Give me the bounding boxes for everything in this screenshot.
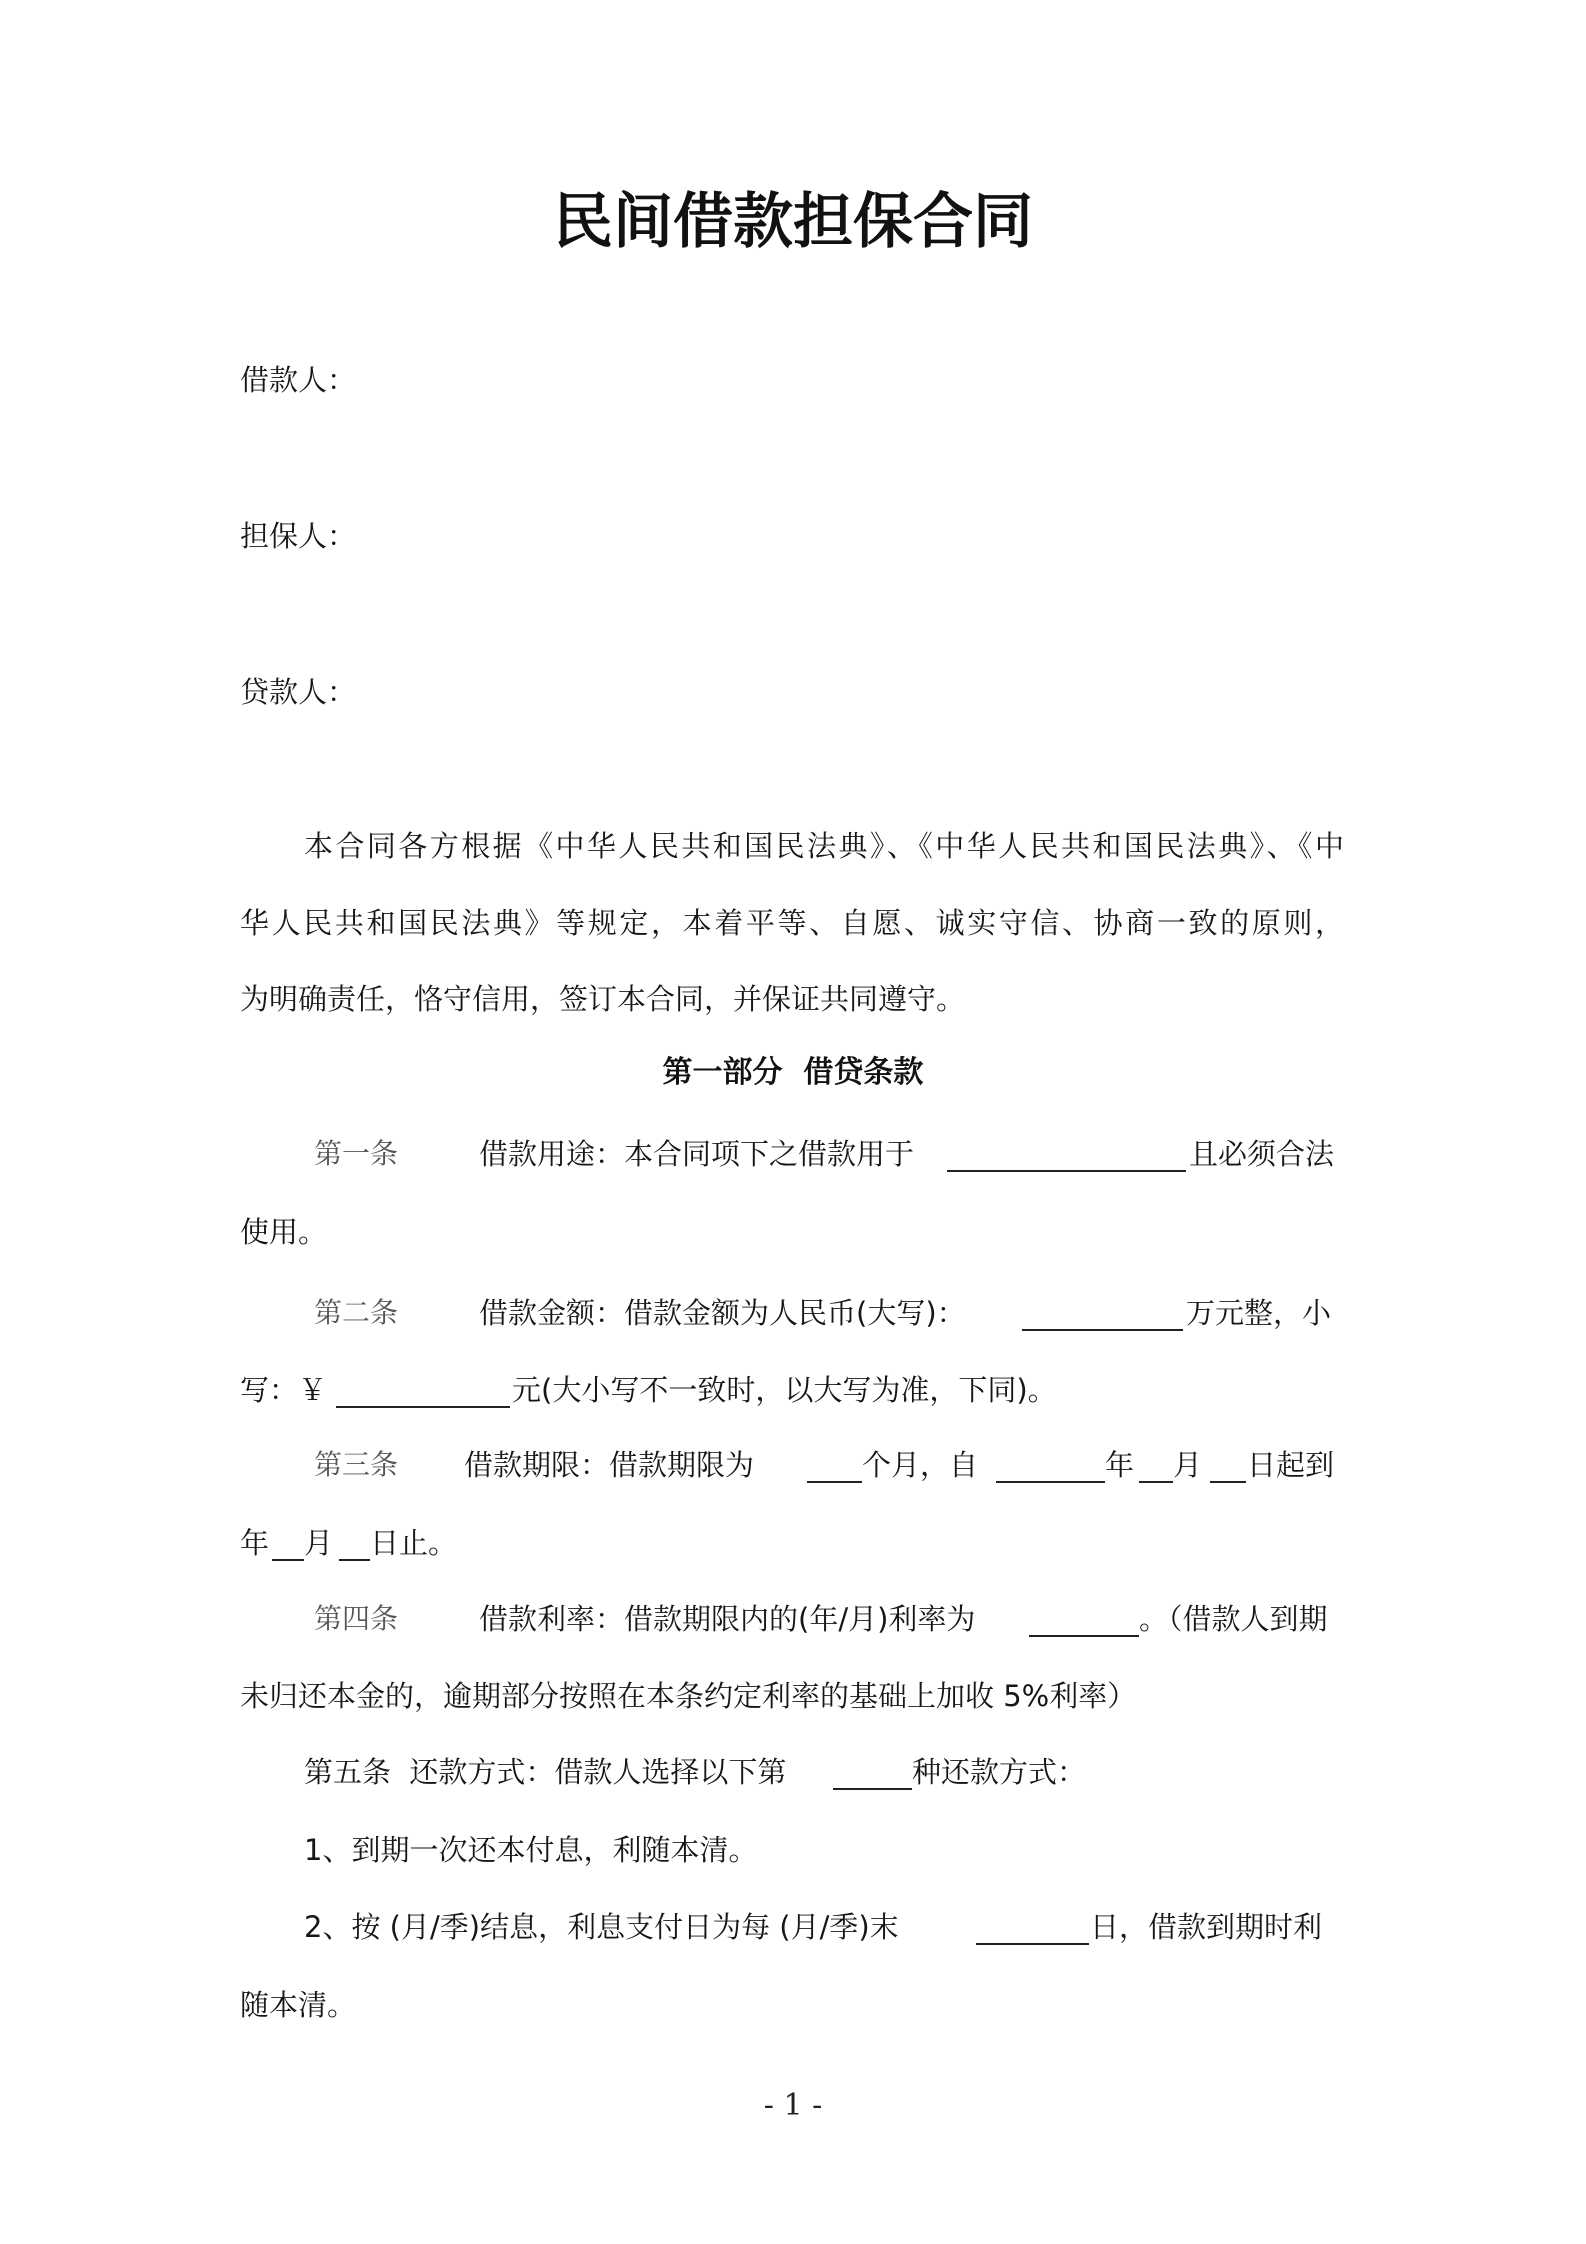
borrower-label: 借款人： [240, 363, 357, 397]
loan-purpose-blank [947, 1170, 1186, 1172]
article-5-tail: 种还款方式： [912, 1755, 1087, 1789]
article-2-line-2-head: 写：￥ [240, 1373, 328, 1407]
article-3-months: 个月，自 [862, 1448, 979, 1482]
repayment-option-2-line-2: 随本清。 [240, 1988, 357, 2022]
repayment-option-2-text: 2、按 (月/季)结息，利息支付日为每 (月/季)末 [304, 1910, 899, 1944]
page-number: - 1 - [763, 2088, 823, 2123]
article-2-line-2-tail: 元(大小写不一致时，以大写为准，下同)。 [512, 1373, 1057, 1407]
amount-uppercase-blank [1022, 1329, 1183, 1331]
lender-label: 贷款人： [240, 675, 357, 709]
article-4-number: 第四条 [314, 1602, 399, 1635]
article-1-text: 借款用途：本合同项下之借款用于 [479, 1137, 915, 1171]
article-3-year-1: 年 [1105, 1448, 1135, 1482]
article-3-day-2: 日止。 [370, 1526, 458, 1560]
article-4-tail: 。（借款人到期 [1139, 1602, 1328, 1636]
start-month-blank [1139, 1481, 1173, 1483]
article-3-month-2: 月 [304, 1526, 334, 1560]
start-year-blank [996, 1481, 1105, 1483]
start-day-blank [1210, 1481, 1246, 1483]
part-heading: 第一部分 借贷条款 [662, 1055, 924, 1090]
article-1-line-2: 使用。 [240, 1215, 328, 1249]
article-3-month-1: 月 [1173, 1448, 1203, 1482]
guarantor-label: 担保人： [240, 519, 357, 553]
repayment-option-1: 1、到期一次还本付息，利随本清。 [304, 1833, 758, 1867]
article-1-tail: 且必须合法 [1189, 1137, 1335, 1171]
term-months-blank [807, 1481, 862, 1483]
repayment-option-blank [833, 1788, 912, 1790]
article-3-number: 第三条 [314, 1448, 399, 1481]
repayment-option-2-tail: 日，借款到期时利 [1090, 1910, 1323, 1944]
article-2-tail: 万元整，小 [1186, 1296, 1332, 1330]
amount-numeric-blank [336, 1406, 510, 1408]
end-day-blank [339, 1559, 370, 1561]
article-1-number: 第一条 [314, 1137, 399, 1170]
preamble-line-2: 华人民共和国民法典》等规定，本着平等、自愿、诚实守信、协商一致的原则， [240, 906, 1344, 940]
contract-title: 民间借款担保合同 [553, 187, 1033, 257]
article-2-text: 借款金额：借款金额为人民币(大写)： [479, 1296, 966, 1330]
article-4-text: 借款利率：借款期限内的(年/月)利率为 [479, 1602, 976, 1636]
article-3-text: 借款期限：借款期限为 [464, 1448, 755, 1482]
preamble-line-1: 本合同各方根据《中华人民共和国民法典》、《中华人民共和国民法典》、《中 [304, 829, 1344, 863]
article-2-number: 第二条 [314, 1296, 399, 1329]
end-month-blank [272, 1559, 304, 1561]
article-4-line-2: 未归还本金的，逾期部分按照在本条约定利率的基础上加收 5%利率） [240, 1679, 1137, 1713]
interest-rate-blank [1029, 1635, 1139, 1637]
interest-day-blank [976, 1943, 1089, 1945]
article-3-day-1: 日起到 [1247, 1448, 1335, 1482]
preamble-line-3: 为明确责任，恪守信用，签订本合同，并保证共同遵守。 [240, 982, 966, 1016]
article-5-text: 第五条 还款方式：借款人选择以下第 [304, 1755, 787, 1789]
article-3-year-2: 年 [240, 1526, 270, 1560]
